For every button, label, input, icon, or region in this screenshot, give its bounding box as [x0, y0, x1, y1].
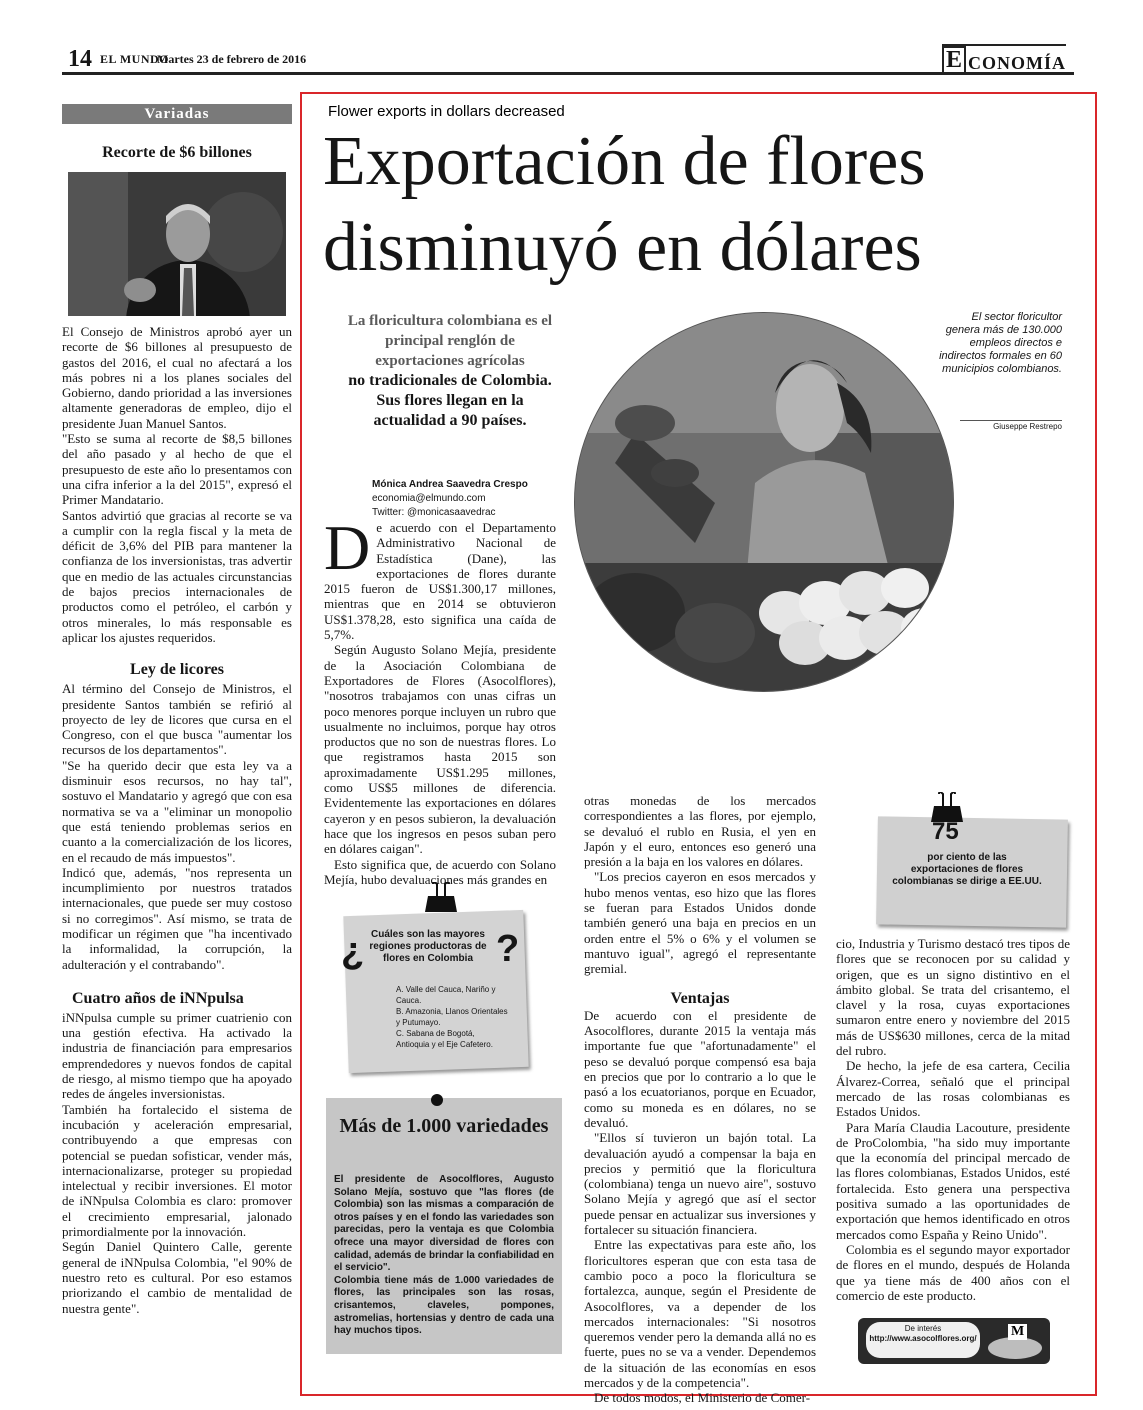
left-headline: Recorte de $6 billones	[102, 144, 252, 161]
article-paragraph: De acuerdo con el presidente de Asocolflores, durante 2015 la ventaja más importante fue que "afortunadamente" el peso se devaluó porque compensó esa baja en precios que por lo contrario a lo que le pasó a los ecuatorianos, porque en Ecuador, como su moneda es en dólares, no se devaluó.	[584, 1007, 816, 1130]
article-paragraph: e acuerdo con el Departamento Administrativo Nacional de Estadística (Dane), las exportaciones de flores durante 2015 fueron de US$1.300,17 millones, mientras que en 2014 se obtuvieron US$1.378,28, esto significa una caída de 5,7%.	[324, 520, 556, 643]
ventajas-heading: Ventajas	[670, 989, 730, 1007]
byline-twitter: Twitter: @monicasaavedrac	[372, 507, 496, 518]
dropcap: D	[324, 512, 371, 583]
subhead-bold: La floricultura colombiana es el principal renglón de exportaciones agrícolas	[347, 313, 553, 369]
left-paragraph: Santos advirtió que gracias al recorte se va a cumplir con la regla fiscal y la meta de déficit de 3,6% del PIB para mantener la confianza de los inversionistas, tras advertir que en medio de las actuales circunstancias de bajos precios internacionales de productos como el petróleo, el carbón y otros minerales, lo más responsable es aplicar los ajustes requeridos.	[62, 507, 292, 645]
headline-line-2: disminuyó en dólares	[323, 209, 922, 286]
question-answer-item: B. Amazonia, Llanos Orientales y Putumayo.	[396, 1007, 508, 1027]
article-paragraph: "Los precios cayeron en esos mercados y hubo menos ventas, eso hizo que las flores se fueran para Estados Unidos donde también generó una baja en precios en un orden entre el 5% o 6% y el volumen se mantuvo igual", agregó el representante gremial.	[584, 869, 816, 977]
left-paragraph: Al término del Consejo de Ministros, el presidente Santos también se refirió al proyecto de ley de licores que cursa en el Congreso, con el que busca "aumentar los recursos de los departamentos".	[62, 681, 292, 758]
article-paragraph: Según Augusto Solano Mejía, presidente de la Asociación Colombiana de Exportadores de Flores (Asocolflores), "nosotros trabajamos con unas cifras un poco menores porque incluyen un rubro que usualmente no incluimos, porque hay otros productos que no son de nuestras flores. Lo que registramos hasta 2015 son aproximadamente US$1.295 millones, como US$5 millones de diferencia. Evidentemente las exportaciones en dólares cayeron y en pesos subieron, la devaluación hace que los ingresos en pesos suban pero en dólares caigan".	[324, 642, 556, 857]
variedades-body	[334, 1174, 554, 1338]
section-label: Variadas	[62, 104, 292, 124]
article-paragraph: Esto significa que, de acuerdo con Solano Mejía, hubo devaluaciones más grandes en	[324, 856, 556, 887]
header-rule	[62, 72, 1074, 75]
question-close-icon: ?	[496, 928, 520, 970]
question-answer-item: A. Valle del Cauca, Nariño y Cauca.	[396, 985, 496, 1005]
header-date: Martes 23 de febrero de 2016	[157, 52, 307, 66]
florist-photo-image	[575, 313, 953, 691]
article-paragraph: Colombia es el segundo mayor exportador de flores en el mundo, después de Holanda que ya tiene más de 400 años con el comercio de este producto.	[836, 1241, 1070, 1303]
left-paragraph: "Se ha querido decir que esta ley va a disminuir esos recursos, no hay tal", sostuvo el Mandatario y agregó que con esa normativa se va a "eliminar un monopolio que está teniendo problemas serios en cuanto a la comercialización de los licores, en el recaudo de más impuestos".	[62, 757, 292, 865]
left-paragraph: El Consejo de Ministros aprobó ayer un recorte de $6 billones al presupuesto de gastos del 2016, el cual no afectará a los más pobres ni a los planes sociales del Gobierno, dando prioridad a las inversiones altamente generadoras de empleo, dijo el presidente Juan Manuel Santos.	[62, 324, 292, 431]
innpulsa-heading: Cuatro años de iNNpulsa	[72, 989, 244, 1007]
article-paragraph: De todos modos, el Ministerio de Comer-	[594, 1390, 811, 1406]
variedades-paragraph: Colombia tiene más de 1.000 variedades de flores, las principales son las rosas, crisantemos, claveles, pompones, astromelias, hortensias y dentro de cada una hay muchos tipos.	[334, 1274, 554, 1337]
santos-photo-image	[68, 172, 286, 316]
interest-link-panel[interactable]	[866, 1322, 980, 1358]
section-initial: E	[942, 46, 966, 74]
stat-number: 75	[932, 818, 959, 845]
headline-translation: Flower exports in dollars decreased	[328, 103, 565, 120]
left-paragraph: "Esto se suma al recorte de $8,5 billones del año pasado y al hecho de que el presupuesto de este año lo presentamos con una cifra inferior a la del 2015", expresó el Primer Mandatario.	[62, 431, 292, 508]
subhead-plain: no tradicionales de Colombia. Sus flores llegan en la actualidad a 90 países.	[348, 372, 552, 429]
article-paragraph: cio, Industria y Turismo destacó tres tipos de flores que se reconocen por su calidad y origen, que es un signo distintivo en el ámbito global. Se trata del crisantemo, el clavel y la rosa, cuyas exportaciones sumaron entre enero y noviembre del 2015 más de US$630 millones, cerca de la mitad del rubro.	[836, 936, 1070, 1059]
byline-email: economia@elmundo.com	[372, 493, 486, 504]
article-paragraph: Entre las expectativas para este año, los floricultores esperan que con esta tasa de cambio poco a poco la floricultura se fortalezca, aunque, según el Presidente de Asocolflores, va a depender de los mercados internacionales: "Si nosotros queremos vender pero la demanda allá no es fuerte, pues no se va a vender. Dependemos de la situación de las economías en esos mercados y de la competencia".	[584, 1237, 816, 1390]
question-answers	[396, 984, 508, 1050]
innpulsa-body	[62, 1010, 292, 1316]
left-article-body	[62, 324, 292, 645]
question-answer-item: C. Sabana de Bogotá, Antioquia y el Eje Cafetero.	[396, 1029, 493, 1049]
question-title: Cuáles son las mayores regiones productoras de flores en Colombia	[369, 929, 487, 964]
question-open-icon: ¿	[341, 930, 365, 972]
interest-label: De interés	[904, 1324, 942, 1333]
variedades-title: Más de 1.000 variedades	[339, 1115, 549, 1137]
left-paragraph: iNNpulsa cumple su primer cuatrienio con una gestión efectiva. Ha activado la industria de financiación para empresarios emprendedores y nuevos fondos de capital de riesgo, al mismo tiempo que ha apoyado redes de ángeles inversionistas.	[62, 1009, 292, 1102]
photo-caption: El sector floricultor genera más de 130.000 empleos directos e indirectos formales en 60 municipios colombianos.	[939, 311, 1062, 375]
ley-licores-body	[62, 681, 292, 972]
florist-photo	[574, 312, 954, 692]
headline-line-1: Exportación de flores	[323, 123, 926, 200]
article-column-3	[836, 936, 1070, 1303]
paper-name: EL MUNDO	[100, 52, 170, 66]
interest-url[interactable]: http://www.asocolflores.org/	[869, 1334, 977, 1343]
ley-licores-heading: Ley de licores	[130, 661, 224, 679]
santos-photo	[68, 172, 286, 316]
page-number: 14	[68, 46, 92, 72]
stat-text: por ciento de las exportaciones de flores colombianas se dirige a EE.UU.	[892, 852, 1042, 887]
byline-name: Mónica Andrea Saavedra Crespo	[372, 479, 528, 490]
byline	[372, 478, 528, 520]
left-column	[62, 104, 292, 1316]
variedades-paragraph: El presidente de Asocolflores, Augusto Solano Mejía, sostuvo que "las flores (de Colombia) son las mismas a comparación de otros países y en el fondo las variedades son parecidas, pero la ventaja es que Colombia ofrece una mayor diversidad de flores con calidad, además de brindar la confiabilidad en el servicio".	[334, 1174, 554, 1274]
article-paragraph: otras monedas de los mercados correspondientes a las flores, por ejemplo, se devaluó el rublo en Rusia, el yen en Japón y el euro, entonces eso generó una presión a la baja en los valores en dólares.	[584, 793, 816, 870]
left-paragraph: También ha fortalecido el sistema de incubación y aceleración empresarial, contribuyendo a que empresas con potencial se puedan sofisticar, vender más, internacionalizarse, proteger su propiedad intelectual y recibir inversiones. El motor de iNNpulsa Colombia es claro: promover el crecimiento empresarial, jalonado primordialmente por la innovación.	[62, 1101, 292, 1240]
left-paragraph: Indicó que, además, "nos representa un incumplimiento por nuestros tratados internacionales, que puede ser muy costoso si no corregimos". Así mismo, se trata de modificar un régimen que "ha incentivado la informalidad, la corrupción, la adulteración y el contrabando".	[62, 864, 292, 972]
section-name: CONOMÍA	[968, 53, 1067, 73]
article-paragraph: Para María Claudia Lacouture, presidente de ProColombia, "ha sido muy importante que la economía del principal mercado de las flores colombianas, Estados Unidos, esté fortalecida. Esto genera una perspectiva positiva sumado a las oportunidades de exportación que hemos identificado en otros mercados como España y Reino Unido".	[836, 1119, 1070, 1242]
article-paragraph: De hecho, la jefe de esa cartera, Cecilia Álvarez-Correa, señaló que el principal mercado de las rosas colombianas es Estados Unidos.	[836, 1058, 1070, 1120]
binder-clip-icon	[424, 882, 458, 914]
elmundo-logo-letter: M	[1008, 1324, 1027, 1340]
article-column-2	[584, 793, 816, 1406]
section-tag	[942, 44, 1066, 74]
left-paragraph: Según Daniel Quintero Calle, gerente general de iNNpulsa Colombia, "el 90% de nuestro reto es cultural. Por eso estamos priorizando el cambio de mentalidad de nuestra gente".	[62, 1239, 292, 1316]
article-paragraph: "Ellos sí tuvieron un bajón total. La devaluación ayudó a compensar la baja en precios y permitió que la floricultura (colombiana) tenga un nuevo aire", sostuvo Solano Mejía y agregó que así el sector puede pensar en actualizar sus inversiones y fortalecer su situación financiera.	[584, 1130, 816, 1238]
photo-credit: Giuseppe Restrepo	[960, 420, 1062, 431]
pin-icon	[430, 1093, 444, 1107]
